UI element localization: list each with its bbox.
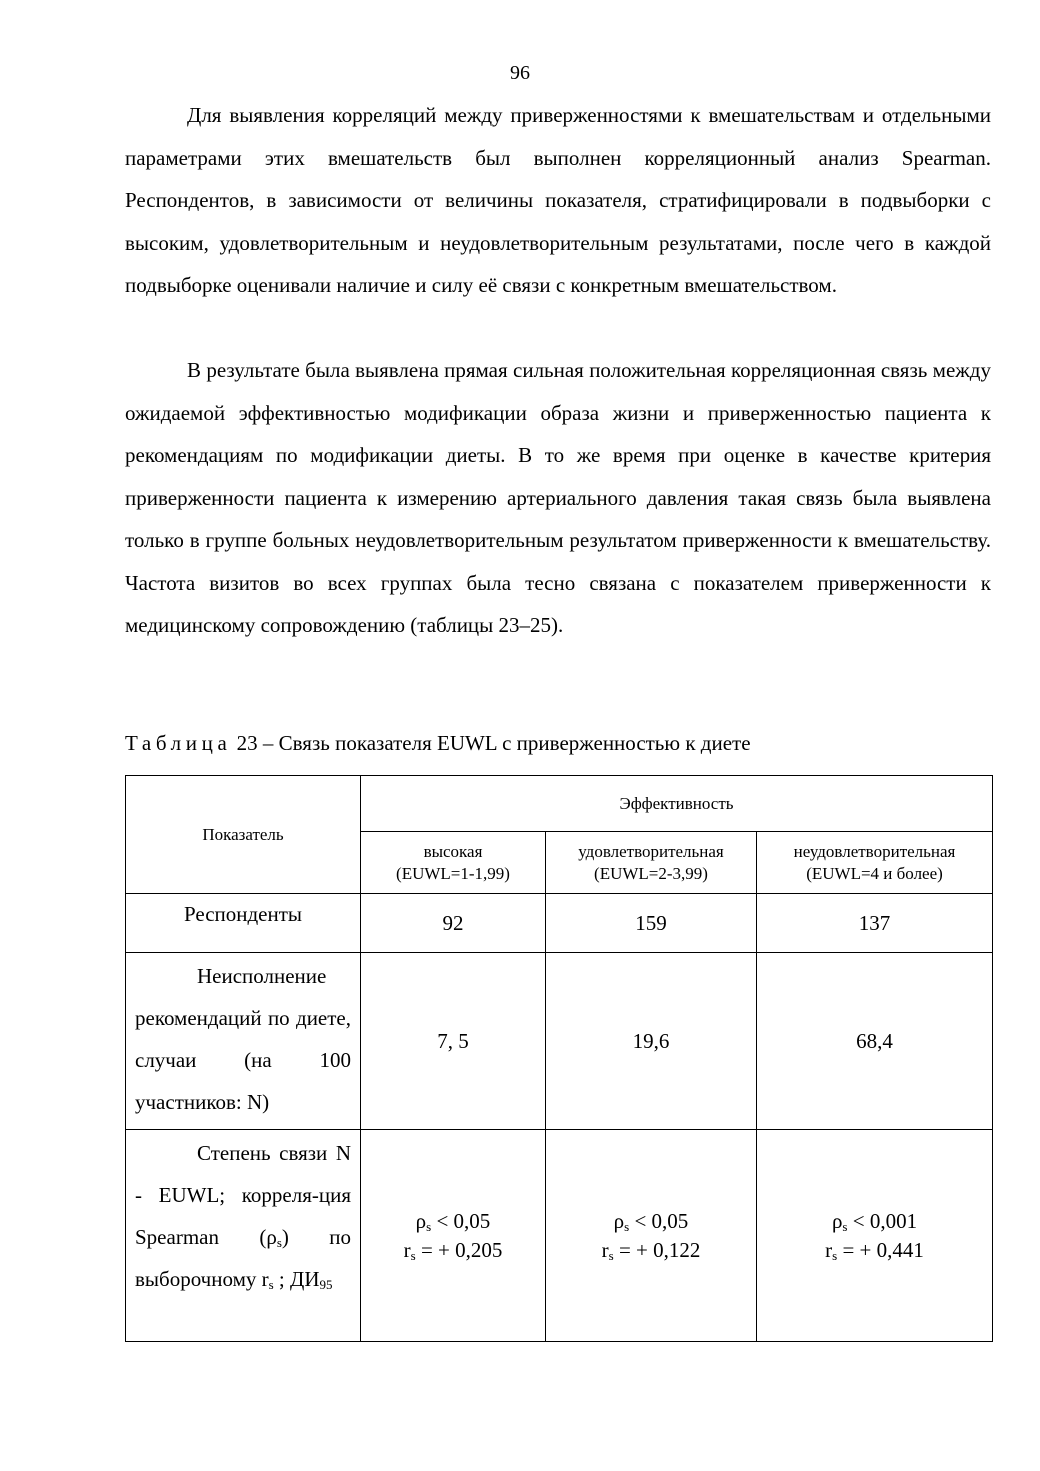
p-value: $\rho_s < 0,001$: [831, 1208, 918, 1234]
paragraph-2: В результате была выявлена прямая сильная положительная корреляционная связь между ожидаемой эффективностью модификации образа жизни и приверженностью пациента к рекомендациям по модификации диеты. В то же время при оценке в качестве критерия приверженности пациента к измерению артериального давления такая связь была выявлена только в группе больных неудовлетворительным результатом приверженности к вмешательству. Частота визитов во всех группах была тесно связана с показателем приверженности к медицинскому сопровождению (таблицы 23–25).: [125, 358, 991, 637]
table-cell: 92: [361, 894, 546, 953]
table-cell: 19,6: [546, 953, 757, 1130]
page-number: 96: [510, 62, 530, 84]
label-text: ; ДИ: [273, 1267, 320, 1291]
row-label-correlation: [126, 1130, 361, 1342]
table-cell: 137: [757, 894, 993, 953]
column-name: высокая: [423, 841, 483, 861]
table-row: [126, 1130, 993, 1342]
column-range: (EUWL=2-3,99): [594, 863, 708, 883]
column-header-high: [361, 832, 546, 894]
column-range: (EUWL=1-1,99): [396, 863, 510, 883]
subscript: s: [276, 1235, 282, 1250]
table-cell: [361, 1130, 546, 1342]
row-label-respondents: Респонденты: [126, 894, 361, 953]
table-cell: [546, 1130, 757, 1342]
r-value: $r_s$ = + 0,122: [601, 1237, 701, 1263]
column-header-unsatisfactory: [757, 832, 993, 894]
table-caption: [125, 731, 751, 756]
subscript: 95: [319, 1277, 333, 1292]
table-cell: [757, 1130, 993, 1342]
table-cell: 7, 5: [361, 953, 546, 1130]
label-text: ) по выборочному r: [135, 1225, 351, 1291]
column-header-satisfactory: [546, 832, 757, 894]
table-cell: 68,4: [757, 953, 993, 1130]
row-label-noncompliance: Неисполнение рекомендаций по диете, случаи (на 100 участников: N): [126, 953, 361, 1130]
label-text: Степень связи N - EUWL; корреля-ция Spearman (ρ: [135, 1141, 351, 1249]
paragraph-1: Для выявления корреляций между приверженностями к вмешательствам и отдельными параметрами этих вмешательств был выполнен корреляционный анализ Spearman. Респондентов, в зависимости от величины показателя, стратифицировали в подвыборки с высоким, удовлетворительным и неудовлетворительным результатами, после чего в каждой подвыборке оценивали наличие и силу её связи с конкретным вмешательством.: [125, 103, 991, 297]
column-name: удовлетворительная: [578, 841, 724, 861]
r-value: $r_s$ = + 0,205: [403, 1237, 503, 1263]
table-caption-text: 23 – Связь показателя EUWL с приверженностью к диете: [236, 731, 751, 755]
subscript: s: [268, 1277, 274, 1292]
p-value: $\rho_s < 0,05$: [415, 1208, 491, 1234]
table-caption-word: Таблица: [125, 731, 232, 755]
correlation-table: [125, 775, 993, 1342]
column-range: (EUWL=4 и более): [806, 863, 943, 883]
r-value: $r_s$ = + 0,441: [825, 1237, 924, 1263]
p-value: $\rho_s < 0,05$: [613, 1208, 689, 1234]
efficiency-header: Эффективность: [361, 776, 993, 832]
table-row: [126, 894, 993, 953]
column-name: неудовлетворительная: [793, 841, 956, 861]
table-row: [126, 953, 993, 1130]
indicator-header: Показатель: [126, 776, 361, 894]
table-cell: 159: [546, 894, 757, 953]
